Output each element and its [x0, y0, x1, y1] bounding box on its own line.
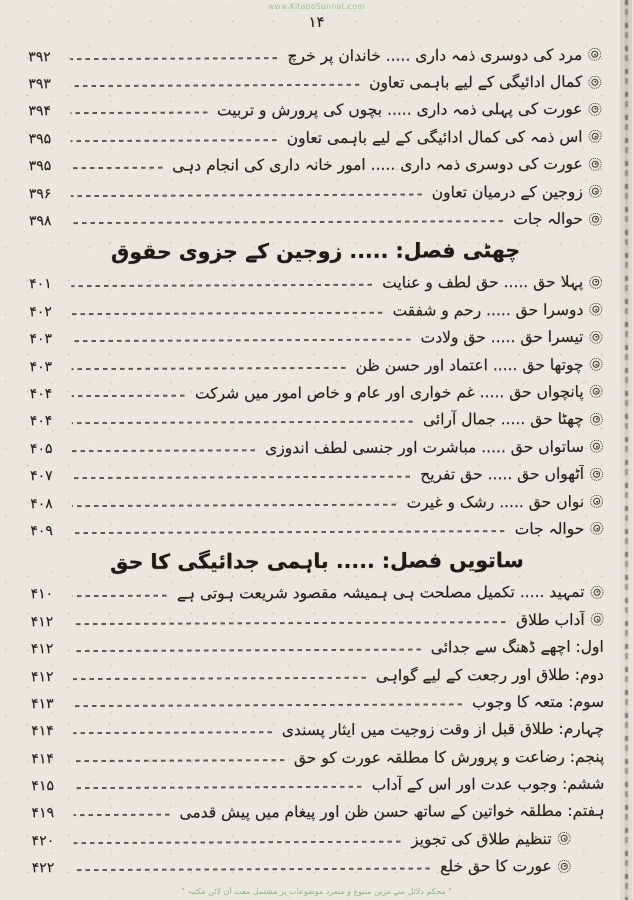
toc-entry-title: اس ذمہ کی کمال ادائیگی کے لیے باہمی تعاون	[286, 127, 583, 147]
toc-entry-page-number: ۴۱۳	[31, 696, 54, 713]
dotted-leader	[73, 595, 167, 597]
flower-rosette-icon	[590, 495, 603, 508]
toc-list	[28, 41, 605, 882]
toc-entry-page-number: ۴۲۲	[31, 860, 55, 877]
toc-entry-title: ساتواں حق ..... مباشرت اور جنسی لطف اندوزی	[265, 437, 584, 457]
toc-row	[30, 378, 603, 408]
toc-entry-title: چوتھا حق ..... اعتماد اور حسن ظن	[355, 355, 584, 375]
toc-row	[30, 351, 603, 381]
page-number: ۱۴	[308, 13, 325, 31]
toc-entry-title: دوم: طلاق اور رجعت کے لیے گواہی	[375, 665, 604, 685]
dotted-leader	[72, 395, 185, 397]
toc-row	[29, 205, 602, 235]
dotted-leader	[73, 759, 284, 762]
toc-entry-title: تیسرا حق ..... حق ولادت	[420, 328, 584, 347]
dotted-leader	[73, 649, 421, 653]
toc-entry-title: پانچواں حق ..... غم خواری اور عام و خاص امور میں شرکت	[194, 382, 584, 403]
toc-entry-page-number: ۳۹۵	[28, 158, 52, 175]
toc-entry-page-number: ۴۰۴	[29, 413, 53, 430]
toc-entry-title: حوالہ جات	[514, 519, 585, 539]
toc-row	[31, 770, 604, 800]
dotted-leader	[72, 503, 396, 506]
dotted-leader	[72, 421, 413, 424]
toc-entry-page-number: ۴۰۱	[29, 276, 52, 293]
toc-row	[29, 268, 602, 298]
toc-entry-title: تمہید ..... تکمیل مصلحت ہی ہمیشہ مقصود شریعت ہوتی ہے	[176, 583, 585, 603]
toc-row	[29, 178, 602, 208]
toc-entry-title: عورت کی دوسری ذمہ داری ..... امور خانہ داری کی انجام دہی	[172, 155, 583, 175]
toc-row	[28, 96, 601, 126]
toc-entry-title: سوم: متعہ کا وجوب	[472, 692, 605, 712]
dotted-leader	[70, 84, 359, 87]
dotted-leader	[73, 731, 272, 734]
toc-row	[30, 460, 603, 490]
toc-row	[28, 68, 601, 98]
toc-row	[29, 296, 602, 326]
toc-row	[31, 661, 604, 691]
toc-row	[29, 323, 602, 353]
flower-rosette-icon	[558, 860, 571, 873]
toc-entry-title: نواں حق ..... رشک و غیرت	[406, 492, 585, 512]
toc-entry-title: مرد کی دوسری ذمہ داری ..... خاندان پر خرچ	[287, 45, 583, 65]
flower-rosette-icon	[589, 303, 602, 316]
dotted-leader	[72, 530, 504, 534]
flower-rosette-icon	[588, 103, 601, 116]
toc-row	[29, 123, 602, 153]
toc-entry-title: ششم: وجوب عدت اور اس کے آداب	[371, 774, 605, 794]
toc-row	[30, 405, 603, 435]
toc-entry-page-number: ۳۹۲	[28, 48, 51, 65]
flower-rosette-icon	[590, 358, 603, 371]
dotted-leader	[73, 786, 361, 789]
toc-entry-page-number: ۴۱۲	[30, 613, 54, 630]
toc-row	[31, 633, 604, 663]
flower-rosette-icon	[589, 185, 602, 198]
toc-entry-page-number: ۴۱۴	[31, 723, 54, 740]
toc-entry-page-number: ۴۱۵	[31, 778, 55, 795]
toc-row	[30, 515, 603, 545]
toc-entry-title: دوسرا حق ..... رحم و شفقت	[392, 300, 584, 320]
dotted-leader	[72, 476, 410, 479]
dotted-leader	[72, 449, 255, 452]
toc-row	[30, 488, 603, 518]
toc-row	[28, 41, 601, 71]
watermark-url: www.KitaboSunnat.com	[268, 2, 365, 11]
toc-entry-title: حوالہ جات	[513, 209, 583, 229]
toc-entry-title: عورت کا حق خلع	[440, 857, 552, 876]
dotted-leader	[71, 284, 372, 287]
toc-entry-title: چھٹا حق ..... جمال آرائی	[422, 410, 584, 429]
toc-row	[32, 852, 605, 882]
toc-entry-page-number: ۴۰۵	[29, 440, 53, 458]
flower-rosette-icon	[588, 75, 601, 88]
toc-row	[32, 825, 605, 855]
toc-row	[31, 798, 604, 828]
toc-entry-title: زوجین کے درمیان تعاون	[431, 182, 583, 202]
section-heading: ساتویں فصل: ..... باہمی جدائیگی کا حق	[110, 547, 524, 574]
toc-entry-title: ہفتم: مطلقہ خواتین کے ساتھ حسن ظن اور پیغام میں پیش قدمی	[179, 802, 605, 823]
toc-row	[31, 743, 604, 773]
dotted-leader	[71, 339, 410, 342]
toc-entry-title: آداب طلاق	[515, 610, 585, 629]
flower-rosette-icon	[588, 48, 601, 61]
dotted-leader	[74, 868, 430, 872]
toc-entry-page-number: ۴۱۹	[31, 805, 55, 822]
flower-rosette-icon	[589, 158, 602, 171]
toc-entry-title: چہارم: طلاق قبل از وقت زوجیت میں ایثار پسندی	[281, 720, 605, 740]
toc-entry-page-number: ۳۹۳	[28, 76, 51, 93]
toc-row	[31, 606, 604, 636]
toc-row	[29, 150, 602, 180]
dotted-leader	[71, 167, 163, 169]
flower-rosette-icon	[590, 467, 603, 480]
flower-rosette-icon	[590, 413, 603, 426]
toc-entry-page-number: ۳۹۴	[28, 103, 52, 120]
toc-entry-page-number: ۳۹۸	[28, 213, 52, 230]
toc-row	[31, 688, 604, 718]
flower-rosette-icon	[590, 522, 603, 535]
toc-entry-page-number: ۴۰۲	[29, 303, 52, 321]
footer-watermark-note: " محکم دلائل سے مزین متنوع و منفرد موضوعات پر مشتمل مفت آن لائن مکتبہ "	[181, 887, 452, 896]
dotted-leader	[74, 814, 170, 816]
toc-entry-title: عورت کی پہلی ذمہ داری ..... بچوں کی پرورش و تربیت	[216, 100, 583, 120]
toc-entry-title: کمال ادائیگی کے لیے باہمی تعاون	[369, 72, 583, 92]
dotted-leader	[73, 703, 462, 707]
dotted-leader	[71, 139, 277, 142]
toc-entry-title: اول: اچھے ڈھنگ سے جدائی	[430, 637, 604, 657]
toc-entry-page-number: ۳۹۶	[28, 185, 52, 202]
toc-entry-page-number: ۴۰۸	[30, 495, 53, 512]
flower-rosette-icon	[589, 276, 602, 289]
toc-entry-page-number: ۴۱۲	[30, 668, 54, 685]
toc-entry-title: پہلا حق ..... حق لطف و عنایت	[382, 273, 584, 293]
flower-rosette-icon	[589, 330, 602, 343]
toc-entry-page-number: ۴۰۹	[30, 523, 53, 540]
toc-row	[31, 578, 604, 608]
flower-rosette-icon	[589, 212, 602, 225]
dotted-leader	[73, 676, 366, 679]
toc-entry-page-number: ۴۰۳	[29, 331, 53, 348]
toc-entry-page-number: ۴۲۰	[31, 832, 55, 850]
toc-entry-title: پنجم: رضاعت و پرورش کا مطلقہ عورت کو حق	[293, 747, 605, 767]
toc-row	[31, 715, 604, 745]
flower-rosette-icon	[590, 440, 603, 453]
toc-entry-page-number: ۴۱۲	[30, 641, 54, 658]
flower-rosette-icon	[590, 385, 603, 398]
dotted-leader	[72, 366, 346, 369]
dotted-leader	[71, 193, 422, 197]
toc-entry-page-number: ۴۱۰	[30, 586, 54, 603]
dotted-leader	[71, 220, 503, 224]
dotted-leader	[73, 621, 506, 625]
dotted-leader	[70, 57, 277, 60]
toc-row	[30, 433, 603, 463]
toc-entry-page-number: ۴۰۴	[29, 386, 53, 403]
dotted-leader	[74, 840, 401, 843]
toc-entry-title: آٹھواں حق ..... حق تفریح	[420, 464, 585, 484]
flower-rosette-icon	[591, 613, 604, 626]
toc-entry-page-number: ۳۹۵	[28, 131, 52, 148]
toc-entry-title: تنظیم طلاق کی تجویز	[411, 829, 552, 849]
section-heading: چھٹی فصل: ..... زوجین کے جزوی حقوق	[110, 237, 521, 264]
flower-rosette-icon	[591, 586, 604, 599]
toc-entry-page-number: ۴۰۳	[29, 358, 53, 375]
binding-shadow	[620, 0, 632, 900]
dotted-leader	[71, 312, 382, 315]
flower-rosette-icon	[558, 832, 571, 845]
flower-rosette-icon	[589, 130, 602, 143]
dotted-leader	[70, 112, 207, 115]
toc-entry-page-number: ۴۱۴	[31, 750, 54, 767]
toc-entry-page-number: ۴۰۷	[30, 468, 53, 485]
